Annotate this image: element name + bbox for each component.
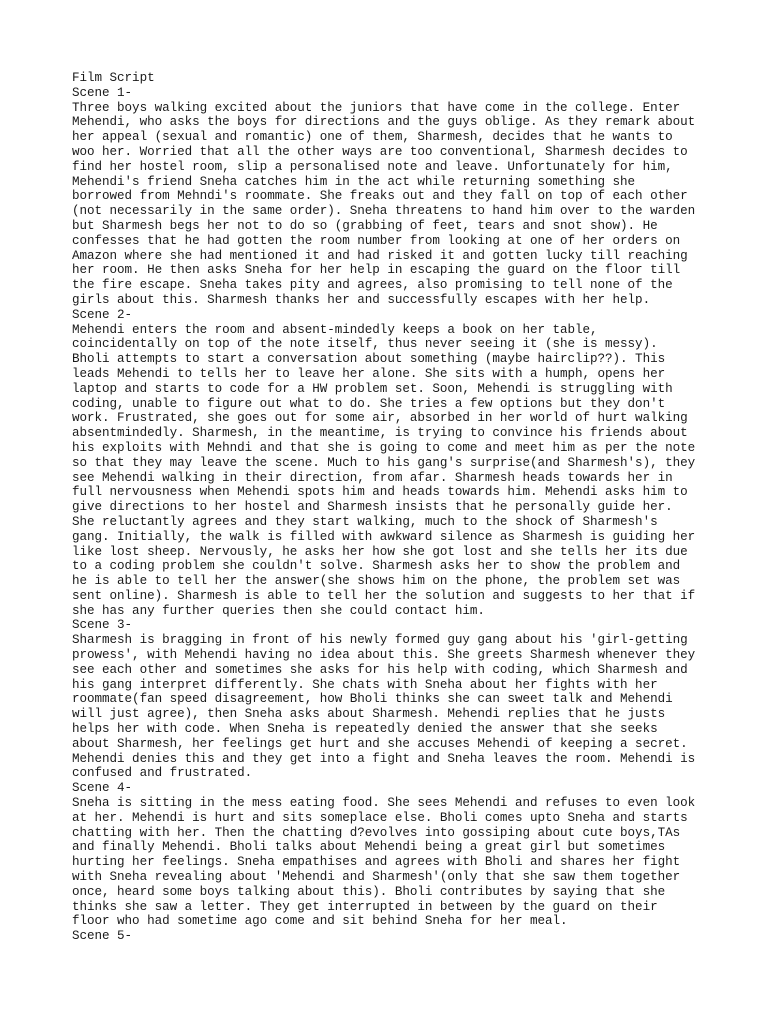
body-text-line: see Mehendi walking in their direction, from afar. Sharmesh heads towards her in bbox=[72, 470, 673, 485]
body-text-line: her room. He then asks Sneha for her help in escaping the guard on the floor till bbox=[72, 263, 681, 278]
body-text-line: to a coding problem she couldn't solve. Sharmesh asks her to show the problem and bbox=[72, 559, 681, 574]
body-text-line: Mehendi, who asks the boys for directions and the guys oblige. As they remark about bbox=[72, 115, 696, 130]
body-text-line: give directions to her hostel and Sharmesh insists that he personally guide her. bbox=[72, 500, 673, 515]
body-text-line: confused and frustrated. bbox=[72, 766, 253, 781]
body-text-line: (not necessarily in the same order). Sneha threatens to hand him over to the warden bbox=[72, 204, 696, 219]
body-text-line: roommate(fan speed disagreement, how Bholi thinks she can sweet talk and Mehendi bbox=[72, 692, 673, 707]
body-text-line: Mehendi denies this and they get into a fight and Sneha leaves the room. Mehendi is bbox=[72, 751, 696, 766]
body-text-line: girls about this. Sharmesh thanks her and successfully escapes with her help. bbox=[72, 292, 651, 307]
body-text-line: once, heard some boys talking about this). Bholi contributes by saying that she bbox=[72, 884, 666, 899]
body-text-line: gang. Initially, the walk is filled with awkward silence as Sharmesh is guiding her bbox=[72, 529, 696, 544]
body-text-line: absentmindedly. Sharmesh, in the meantime, is trying to convince his friends about bbox=[72, 426, 688, 441]
body-text-line: at her. Mehendi is hurt and sits someplace else. Bholi comes upto Sneha and starts bbox=[72, 810, 688, 825]
document-title: Film Script bbox=[72, 71, 155, 85]
body-text-line: his gang interpret differently. She chats with Sneha about her fights with her bbox=[72, 677, 658, 692]
body-text-line: Sharmesh is bragging in front of his newly formed guy gang about his 'girl-getting bbox=[72, 633, 688, 648]
body-text-line: Sneha is sitting in the mess eating food. She sees Mehendi and refuses to even look bbox=[72, 796, 696, 811]
body-text-line: She reluctantly agrees and they start walking, much to the shock of Sharmesh's bbox=[72, 514, 658, 529]
body-text-line: coincidentally on top of the note itself, thus never seeing it (she is messy). bbox=[72, 337, 658, 352]
body-text-line: coding, unable to figure out what to do. She tries a few options but they don't bbox=[72, 396, 666, 411]
body-text-line: full nervousness when Mehendi spots him and heads towards him. Mehendi asks him to bbox=[72, 485, 688, 500]
body-text-line: find her hostel room, slip a personalised note and leave. Unfortunately for him, bbox=[72, 159, 673, 174]
body-text-line: see each other and sometimes she asks for his help with coding, which Sharmesh and bbox=[72, 662, 688, 677]
body-text-line: confesses that he had gotten the room number from looking at one of her orders on bbox=[72, 233, 681, 248]
body-text-line: so that they may leave the scene. Much to his gang's surprise(and Sharmesh's), they bbox=[72, 455, 696, 470]
body-text-line: floor who had sometime ago come and sit behind Sneha for her meal. bbox=[72, 914, 568, 929]
body-text-line: prowess', with Mehendi having no idea about this. She greets Sharmesh whenever they bbox=[72, 648, 696, 663]
body-text-line: work. Frustrated, she goes out for some air, absorbed in her world of hurt walking bbox=[72, 411, 688, 426]
body-text-line: about Sharmesh, her feelings get hurt and she accuses Mehendi of keeping a secret. bbox=[72, 736, 688, 751]
scene-heading: Scene 2- bbox=[72, 307, 133, 322]
body-text-line: but Sharmesh begs her not to do so (grabbing of feet, tears and snot show). He bbox=[72, 218, 658, 233]
body-text-line: Three boys walking excited about the juniors that have come in the college. Enter bbox=[72, 100, 681, 115]
body-text-line: Mehendi enters the room and absent-mindedly keeps a book on her table, bbox=[72, 322, 598, 337]
body-text-line: borrowed from Mehndi's roommate. She freaks out and they fall on top of each other bbox=[72, 189, 688, 204]
body-text-line: will just agree), then Sneha asks about Sharmesh. Mehendi replies that he justs bbox=[72, 707, 666, 722]
body-text-line: leads Mehendi to tells her to leave her alone. She sits with a humph, opens her bbox=[72, 366, 666, 381]
scene-heading: Scene 1- bbox=[72, 85, 133, 100]
body-text-line: Bholi attempts to start a conversation about something (maybe hairclip??). This bbox=[72, 352, 666, 367]
body-text-line: laptop and starts to code for a HW problem set. Soon, Mehendi is struggling with bbox=[72, 381, 673, 396]
body-text-line: sent online). Sharmesh is able to tell her the solution and suggests to her that if bbox=[72, 588, 696, 603]
scene-heading: Scene 3- bbox=[72, 618, 133, 633]
document-page bbox=[72, 71, 702, 944]
scene-heading: Scene 4- bbox=[72, 781, 133, 796]
body-text-line: like lost sheep. Nervously, he asks her how she got lost and she tells her its due bbox=[72, 544, 688, 559]
body-text-line: her appeal (sexual and romantic) one of them, Sharmesh, decides that he wants to bbox=[72, 130, 673, 145]
body-text-line: Amazon where she had mentioned it and had risked it and gotten lucky till reaching bbox=[72, 248, 688, 263]
body-text-line: his exploits with Mehndi and that she is going to come and meet him as per the note bbox=[72, 440, 696, 455]
body-text-line: hurting her feelings. Sneha empathises and agrees with Bholi and shares her fight bbox=[72, 855, 681, 870]
body-text-line: woo her. Worried that all the other ways are too conventional, Sharmesh decides to bbox=[72, 144, 688, 159]
body-text-line: she has any further queries then she could contact him. bbox=[72, 603, 485, 618]
body-text-line: chatting with her. Then the chatting d?evolves into gossiping about cute boys,TAs bbox=[72, 825, 681, 840]
scene-heading: Scene 5- bbox=[72, 929, 133, 944]
body-text-line: with Sneha revealing about 'Mehendi and Sharmesh'(only that she saw them together bbox=[72, 870, 681, 885]
body-text-line: the fire escape. Sneha takes pity and agrees, also promising to tell none of the bbox=[72, 278, 673, 293]
body-text-line: he is able to tell her the answer(she shows him on the phone, the problem set was bbox=[72, 574, 681, 589]
body-text-line: thinks she saw a letter. They get interrupted in between by the guard on their bbox=[72, 899, 658, 914]
body-text-line: helps her with code. When Sneha is repeatedly denied the answer that she seeks bbox=[72, 722, 658, 737]
body-text-line: and finally Mehendi. Bholi talks about Mehendi being a great girl but sometimes bbox=[72, 840, 666, 855]
body-text-line: Mehendi's friend Sneha catches him in the act while returning something she bbox=[72, 174, 636, 189]
